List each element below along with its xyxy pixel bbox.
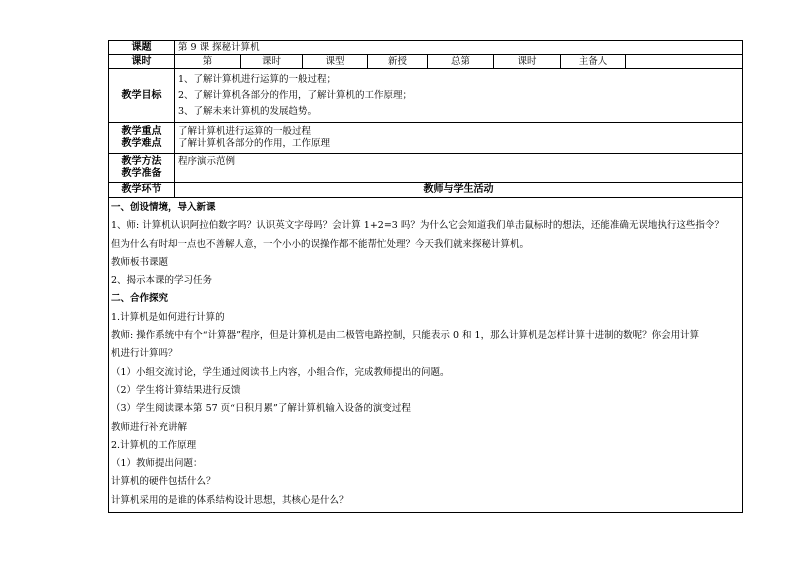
focus-label	[109, 123, 175, 154]
lesson-plan-page	[108, 40, 742, 513]
focus-label-line1: 教学重点	[121, 126, 162, 137]
period-suffix: 课时	[241, 55, 303, 69]
activity-body	[109, 198, 743, 513]
body-line: 教师进行补充讲解	[111, 421, 188, 433]
goal-item: 3、了解未来计算机的发展趋势。	[178, 105, 318, 117]
body-line: 教师板书课题	[111, 256, 169, 268]
period-prefix: 第	[175, 55, 241, 69]
topic-value: 第 9 课 探秘计算机	[175, 41, 743, 55]
focus-row	[109, 123, 743, 154]
body-line: 2、揭示本课的学习任务	[111, 275, 213, 287]
method-label-line2: 教学准备	[121, 168, 162, 179]
body-line: （3）学生阅读课本第 57 页“日积月累”了解计算机输入设备的演变过程	[111, 403, 411, 415]
body-line: 教师: 操作系统中有个“计算器”程序，但是计算机是由二极管电路控制，只能表示 0 和 1，那么计算机是怎样计算十进制的数呢？你会用计算	[111, 330, 700, 342]
goal-item: 1、了解计算机进行运算的一般过程；	[178, 73, 337, 85]
type-label: 课型	[303, 55, 368, 69]
body-line: （1）小组交流讨论，学生通过阅读书上内容，小组合作，完成教师提出的问题。	[111, 366, 450, 378]
activity-body-lines	[111, 199, 740, 510]
method-row	[109, 154, 743, 183]
focus-label-line2: 教学难点	[121, 138, 162, 149]
body-line: （1）教师提出问题：	[111, 458, 203, 470]
focus-value-line1: 了解计算机进行运算的一般过程	[178, 126, 312, 137]
focus-value-line2: 了解计算机各部分的作用，工作原理	[178, 138, 331, 149]
topic-label: 课题	[109, 41, 175, 55]
section-heading: 一、创设情境，导入新课	[111, 202, 216, 213]
type-value: 新授	[368, 55, 428, 69]
goals-value	[175, 69, 743, 123]
method-label	[109, 154, 175, 183]
activity-heading: 教师与学生活动	[175, 183, 743, 198]
preparer-value	[626, 55, 743, 69]
activity-body-row	[109, 198, 743, 513]
focus-value	[175, 123, 743, 154]
body-line: 计算机的硬件包括什么？	[111, 476, 216, 488]
body-line: 机进行计算吗？	[111, 348, 178, 360]
total-prefix: 总第	[428, 55, 494, 69]
method-label-line1: 教学方法	[121, 156, 162, 167]
topic-row	[109, 41, 743, 55]
total-suffix: 课时	[494, 55, 561, 69]
period-row	[109, 55, 743, 69]
period-label: 课时	[109, 55, 175, 69]
body-line: 1.计算机是如何进行计算的	[111, 311, 225, 323]
activity-label: 教学环节	[109, 183, 175, 198]
body-line: 但为什么有时却一点也不善解人意，一个小小的误操作都不能帮忙处理？今天我们就来探秘计算机。	[111, 238, 530, 250]
preparer-label: 主备人	[561, 55, 626, 69]
body-line: （2）学生将计算结果进行反馈	[111, 384, 241, 396]
lesson-plan-table	[108, 40, 743, 513]
body-line: 2.计算机的工作原理	[111, 439, 197, 451]
method-value: 程序演示范例	[175, 154, 743, 183]
goals-row	[109, 69, 743, 123]
goal-item: 2、了解计算机各部分的作用，了解计算机的工作原理；	[178, 89, 413, 101]
body-line: 1、师: 计算机认识阿拉伯数字吗？认识英文字母吗？会计算 1+2=3 吗？为什么它会知道我们单击鼠标时的想法，还能准确无误地执行这些指令？	[111, 220, 724, 232]
goals-label: 教学目标	[109, 69, 175, 123]
body-line: 计算机采用的是谁的体系结构设计思想，其核心是什么？	[111, 494, 349, 506]
section-heading: 二、合作探究	[111, 293, 169, 305]
activity-header-row	[109, 183, 743, 198]
